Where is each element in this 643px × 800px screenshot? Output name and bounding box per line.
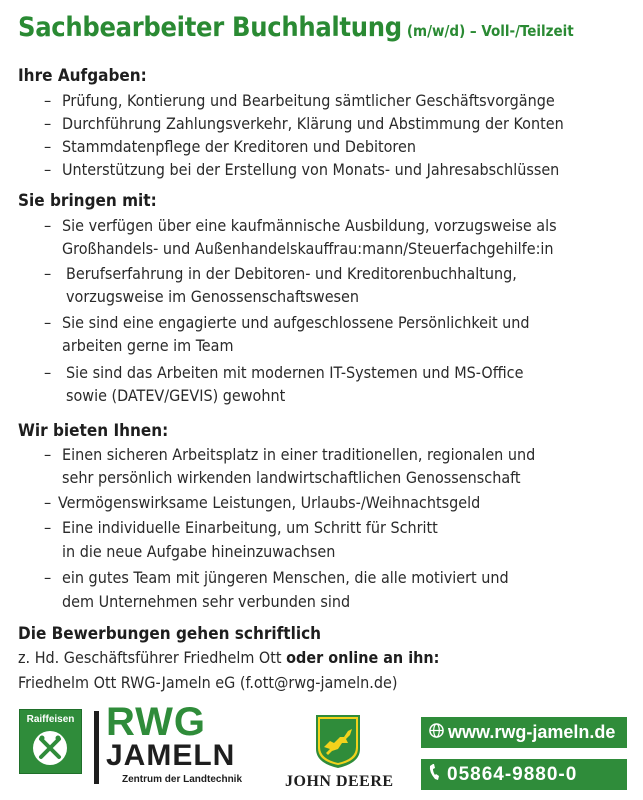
- offer-item: – Vermögenswirksame Leistungen, Urlaubs-/Weihnachtsgeld: [44, 493, 481, 512]
- raiffeisen-cross-icon: [31, 729, 69, 767]
- application-email-line: Friedhelm Ott RWG-Jameln eG (f.ott@rwg-jameln.de): [18, 673, 398, 692]
- job-title-subtitle: (m/w/d) – Voll-/Teilzeit: [406, 22, 574, 40]
- task-item: – Unterstützung bei der Erstellung von Monats- und Jahresabschlüssen: [44, 160, 560, 179]
- raiffeisen-label: Raiffeisen: [26, 714, 75, 725]
- task-item: – Stammdatenpflege der Kreditoren und Debitoren: [44, 137, 416, 156]
- offer-item-cont: dem Unternehmen sehr verbunden sind: [62, 592, 351, 611]
- task-item: – Durchführung Zahlungsverkehr, Klärung und Abstimmung der Konten: [44, 114, 564, 133]
- rwg-logo-bar: [94, 711, 99, 784]
- rwg-logo-tagline: Zentrum der Landtechnik: [122, 774, 243, 785]
- offer-item-cont: in die neue Aufgabe hineinzuwachsen: [62, 542, 336, 561]
- job-title: [18, 12, 574, 43]
- phone-link[interactable]: [421, 759, 627, 790]
- application-heading: Die Bewerbungen gehen schriftlich: [18, 624, 322, 644]
- globe-icon: [429, 723, 444, 743]
- requirement-item: – Berufserfahrung in der Debitoren- und Kreditorenbuchhaltung,: [44, 264, 517, 283]
- requirements-heading: Sie bringen mit:: [18, 191, 157, 211]
- offer-item-cont: sehr persönlich wirkenden landwirtschaftlichen Genossenschaft: [62, 468, 521, 487]
- offer-item: – ein gutes Team mit jüngeren Menschen, die alle motiviert und: [44, 568, 509, 587]
- offer-item: – Eine individuelle Einarbeitung, um Schritt für Schritt: [44, 518, 438, 537]
- website-label: www.rwg-jameln.de: [448, 722, 616, 742]
- offers-heading: Wir bieten Ihnen:: [18, 421, 169, 441]
- requirement-item: – Sie sind eine engagierte und aufgeschlossene Persönlichkeit und: [44, 313, 530, 332]
- offer-item: – Einen sicheren Arbeitsplatz in einer traditionellen, regionalen und: [44, 445, 536, 464]
- phone-icon: [429, 763, 443, 786]
- task-item: – Prüfung, Kontierung und Bearbeitung sämtlicher Geschäftsvorgänge: [44, 91, 555, 110]
- deer-icon: [312, 713, 364, 769]
- rwg-logo-bottom: JAMELN: [106, 739, 236, 772]
- phone-label: 05864-9880-0: [447, 763, 578, 785]
- tasks-heading: Ihre Aufgaben:: [18, 66, 147, 86]
- website-link[interactable]: [421, 717, 627, 748]
- rwg-logo-top: RWG: [106, 700, 207, 744]
- requirement-item-cont: sowie (DATEV/GEVIS) gewohnt: [66, 386, 286, 405]
- john-deere-wordmark: JOHN DEERE: [285, 773, 394, 790]
- application-contact-line: z. Hd. Geschäftsführer Friedhelm Ott oder online an ihn:: [18, 648, 440, 667]
- john-deere-logo: [312, 713, 364, 773]
- requirement-item-cont: Großhandels- und Außenhandelskauffrau:mann/Steuerfachgehilfe:in: [62, 239, 554, 258]
- requirement-item-cont: arbeiten gerne im Team: [62, 336, 234, 355]
- requirement-item: – Sie sind das Arbeiten mit modernen IT-Systemen und MS-Office: [44, 363, 524, 382]
- requirement-item-cont: vorzugsweise im Genossenschaftswesen: [66, 287, 360, 306]
- requirement-item: – Sie verfügen über eine kaufmännische Ausbildung, vorzugsweise als: [44, 216, 557, 235]
- job-title-main: Sachbearbeiter Buchhaltung: [18, 12, 402, 43]
- raiffeisen-logo: [19, 709, 82, 774]
